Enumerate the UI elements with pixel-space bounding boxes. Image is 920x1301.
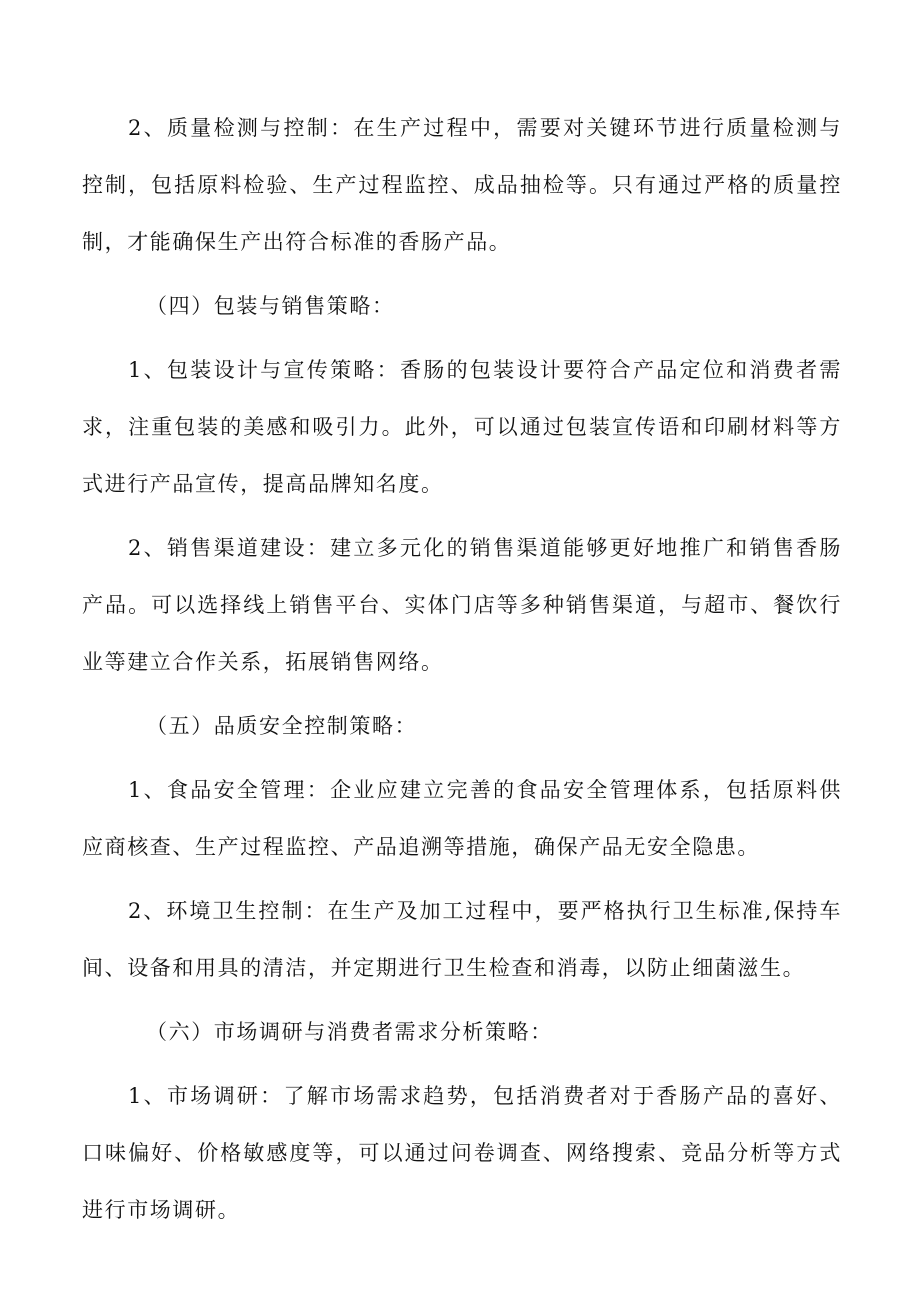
paragraph-sales-channels: 2、销售渠道建设：建立多元化的销售渠道能够更好地推广和销售香肠产品。可以选择线上销售平台、实体门店等多种销售渠道，与超市、餐饮行业等建立合作关系，拓展销售网络。 [82,536,842,674]
section-heading-packaging-sales: （四）包装与销售策略： [146,294,395,318]
section-heading-quality-safety: （五）品质安全控制策略： [146,714,418,738]
paragraph-packaging-design: 1、包装设计与宣传策略：香肠的包装设计要符合产品定位和消费者需求，注重包装的美感和吸引力。此外，可以通过包装宣传语和印刷材料等方式进行产品宣传，提高品牌知名度。 [82,358,842,496]
section-heading-market-research: （六）市场调研与消费者需求分析策略： [146,1020,553,1044]
paragraph-hygiene-control: 2、环境卫生控制：在生产及加工过程中，要严格执行卫生标准,保持车间、设备和用具的清洁，并定期进行卫生检查和消毒，以防止细菌滋生。 [82,899,842,980]
document-page [82,100,842,1246]
paragraph-quality-inspection: 2、质量检测与控制：在生产过程中，需要对关键环节进行质量检测与控制，包括原料检验、生产过程监控、成品抽检等。只有通过严格的质量控制，才能确保生产出符合标准的香肠产品。 [82,116,842,254]
paragraph-market-research: 1、市场调研：了解市场需求趋势，包括消费者对于香肠产品的喜好、口味偏好、价格敏感度等，可以通过问卷调查、网络搜索、竞品分析等方式进行市场调研。 [82,1084,842,1222]
paragraph-food-safety: 1、食品安全管理：企业应建立完善的食品安全管理体系，包括原料供应商核查、生产过程监控、产品追溯等措施，确保产品无安全隐患。 [82,778,842,859]
